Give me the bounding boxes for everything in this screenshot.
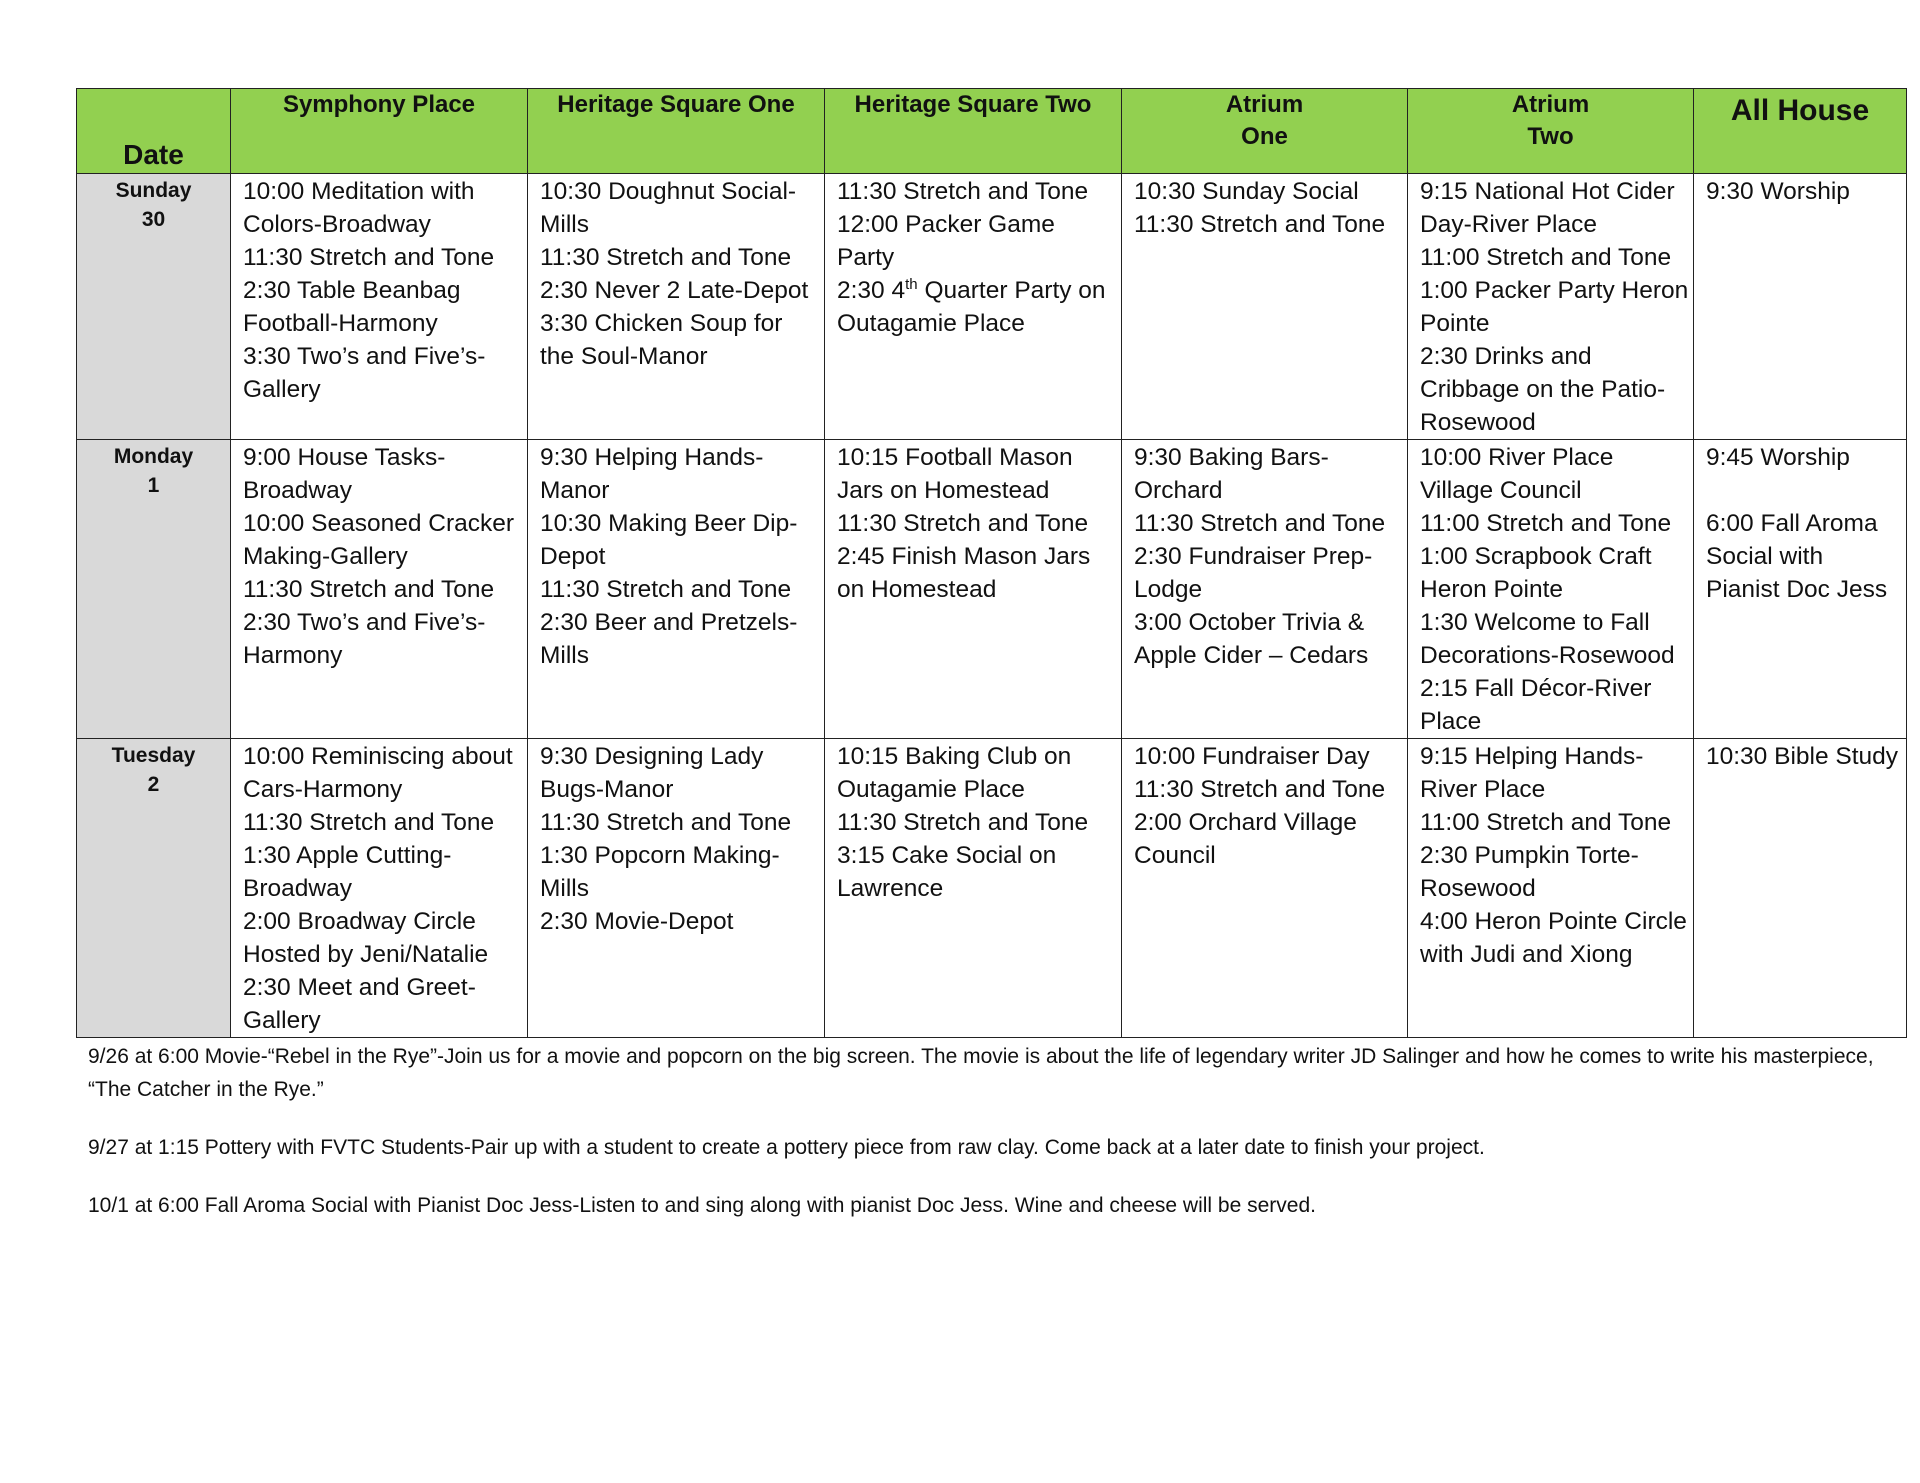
day-date: 30 <box>141 208 166 231</box>
cell-heritage-square-one <box>528 174 825 440</box>
note-pottery: 9/27 at 1:15 Pottery with FVTC Students-Pair up with a student to create a pottery piece from raw clay. Come back at a later date to finish your project. <box>88 1136 1485 1159</box>
cell-all-house <box>1694 174 1907 440</box>
day-cell <box>77 739 231 1038</box>
event-item: 10:30 Doughnut Social-Mills <box>540 178 797 238</box>
event-item: 11:30 Stretch and Tone <box>540 576 792 603</box>
event-item: 11:30 Stretch and Tone <box>837 178 1089 205</box>
event-notes <box>76 1040 1888 1222</box>
header-heritage-square-one: Heritage Square One <box>528 89 825 174</box>
event-item: 11:30 Stretch and Tone <box>540 244 792 271</box>
event-item: 2:30 Fundraiser Prep-Lodge <box>1134 543 1373 603</box>
cell-atrium-two <box>1408 440 1694 739</box>
event-item: 9:30 Baking Bars-Orchard <box>1134 444 1329 504</box>
event-item: 11:00 Stretch and Tone <box>1420 809 1672 836</box>
cell-all-house <box>1694 440 1907 739</box>
event-item: 12:00 Packer Game Party <box>837 211 1055 271</box>
event-item: 4:00 Heron Pointe Circle with Judi and Xiong <box>1420 908 1687 968</box>
day-date: 2 <box>147 773 160 796</box>
cell-atrium-one <box>1122 440 1408 739</box>
cell-symphony-place <box>231 440 528 739</box>
event-item: 2:30 Two’s and Five’s-Harmony <box>243 609 486 669</box>
event-item: 1:00 Scrapbook Craft Heron Pointe <box>1420 543 1652 603</box>
event-item: 3:30 Two’s and Five’s-Gallery <box>243 343 486 403</box>
cell-atrium-one <box>1122 739 1408 1038</box>
event-item: 10:30 Sunday Social <box>1134 178 1359 205</box>
event-item: 9:30 Helping Hands-Manor <box>540 444 764 504</box>
cell-heritage-square-two <box>825 440 1122 739</box>
ordinal-suffix: th <box>905 275 918 293</box>
event-item: 2:30 Pumpkin Torte-Rosewood <box>1420 842 1639 902</box>
header-heritage-square-two: Heritage Square Two <box>825 89 1122 174</box>
event-item: 2:30 Meet and Greet-Gallery <box>243 974 476 1034</box>
event-item: 10:00 Fundraiser Day <box>1134 743 1370 770</box>
cell-atrium-two <box>1408 739 1694 1038</box>
event-item: 10:00 Meditation with Colors-Broadway <box>243 178 475 238</box>
event-item: 10:30 Bible Study <box>1706 743 1899 770</box>
event-item: 9:30 Worship <box>1706 178 1850 205</box>
event-item: 2:15 Fall Décor-River Place <box>1420 675 1652 735</box>
event-item: 9:15 Helping Hands-River Place <box>1420 743 1644 803</box>
header-row <box>77 89 1907 174</box>
schedule-row <box>77 440 1907 739</box>
cell-heritage-square-two <box>825 174 1122 440</box>
event-item: 2:00 Orchard Village Council <box>1134 809 1357 869</box>
activity-schedule-table <box>76 88 1907 1038</box>
event-item: 10:00 River Place Village Council <box>1420 444 1614 504</box>
day-cell <box>77 174 231 440</box>
note-movie: 9/26 at 6:00 Movie-“Rebel in the Rye”-Join us for a movie and popcorn on the big screen. The movie is about the life of legendary writer JD Salinger and how he comes to write his masterpiece, “The Catcher in the Rye.” <box>88 1045 1874 1101</box>
event-item: 11:30 Stretch and Tone <box>1134 776 1386 803</box>
event-item: 1:00 Packer Party Heron Pointe <box>1420 277 1689 337</box>
day-name: Sunday <box>115 179 192 202</box>
event-item: 11:30 Stretch and Tone <box>243 244 495 271</box>
event-item: 2:30 Beer and Pretzels-Mills <box>540 609 798 669</box>
event-item: 9:45 Worship <box>1706 444 1850 471</box>
schedule-row <box>77 739 1907 1038</box>
event-item: 2:30 Never 2 Late-Depot <box>540 277 809 304</box>
event-item: 3:30 Chicken Soup for the Soul-Manor <box>540 310 783 370</box>
event-item: 6:00 Fall Aroma Social with Pianist Doc Jess <box>1706 510 1888 603</box>
event-item: 11:30 Stretch and Tone <box>1134 510 1386 537</box>
event-item: 11:30 Stretch and Tone <box>243 809 495 836</box>
event-item: 1:30 Popcorn Making-Mills <box>540 842 780 902</box>
event-item: 10:15 Football Mason Jars on Homestead <box>837 444 1073 504</box>
event-item: 2:30 Drinks and Cribbage on the Patio-Rosewood <box>1420 343 1666 436</box>
event-item: 10:00 Reminiscing about Cars-Harmony <box>243 743 513 803</box>
event-item: 2:00 Broadway Circle Hosted by Jeni/Natalie <box>243 908 489 968</box>
day-name: Monday <box>113 445 194 468</box>
header-symphony-place: Symphony Place <box>231 89 528 174</box>
header-all-house: All House <box>1694 89 1907 174</box>
event-item: 2:45 Finish Mason Jars on Homestead <box>837 543 1091 603</box>
event-item: 1:30 Apple Cutting-Broadway <box>243 842 452 902</box>
schedule-row <box>77 174 1907 440</box>
cell-atrium-two <box>1408 174 1694 440</box>
event-item: 11:30 Stretch and Tone <box>837 510 1089 537</box>
event-item: 11:00 Stretch and Tone <box>1420 510 1672 537</box>
day-name: Tuesday <box>111 744 196 767</box>
header-atrium-one: Atrium One <box>1122 89 1408 174</box>
cell-all-house <box>1694 739 1907 1038</box>
event-text: 2:30 4 <box>837 277 906 304</box>
event-item: 9:30 Designing Lady Bugs-Manor <box>540 743 764 803</box>
event-item: 11:00 Stretch and Tone <box>1420 244 1672 271</box>
event-item: 3:00 October Trivia & Apple Cider – Cedars <box>1134 609 1369 669</box>
header-atrium-two: Atrium Two <box>1408 89 1694 174</box>
event-item: 2:30 Table Beanbag Football-Harmony <box>243 277 461 337</box>
cell-atrium-one <box>1122 174 1408 440</box>
event-item: 11:30 Stretch and Tone <box>540 809 792 836</box>
cell-heritage-square-one <box>528 440 825 739</box>
event-item: 2:30 Movie-Depot <box>540 908 734 935</box>
cell-heritage-square-one <box>528 739 825 1038</box>
event-item: 10:00 Seasoned Cracker Making-Gallery <box>243 510 515 570</box>
cell-symphony-place <box>231 174 528 440</box>
note-fall-aroma-social: 10/1 at 6:00 Fall Aroma Social with Pianist Doc Jess-Listen to and sing along with pianist Doc Jess. Wine and cheese will be served. <box>88 1194 1316 1217</box>
day-cell <box>77 440 231 739</box>
event-item: 10:15 Baking Club on Outagamie Place <box>837 743 1072 803</box>
cell-heritage-square-two <box>825 739 1122 1038</box>
day-date: 1 <box>147 474 160 497</box>
event-item: 10:30 Making Beer Dip-Depot <box>540 510 798 570</box>
event-item <box>837 274 1117 340</box>
schedule-sheet <box>76 88 1906 1247</box>
event-item: 1:30 Welcome to Fall Decorations-Rosewood <box>1420 609 1675 669</box>
cell-symphony-place <box>231 739 528 1038</box>
event-item: 9:15 National Hot Cider Day-River Place <box>1420 178 1675 238</box>
event-item: 11:30 Stretch and Tone <box>837 809 1089 836</box>
event-item: 9:00 House Tasks-Broadway <box>243 444 446 504</box>
event-item: 11:30 Stretch and Tone <box>243 576 495 603</box>
header-date: Date <box>77 89 231 174</box>
event-item: 11:30 Stretch and Tone <box>1134 211 1386 238</box>
event-item: 3:15 Cake Social on Lawrence <box>837 842 1057 902</box>
event-text: Quarter Party on Outagamie Place <box>837 277 1106 337</box>
